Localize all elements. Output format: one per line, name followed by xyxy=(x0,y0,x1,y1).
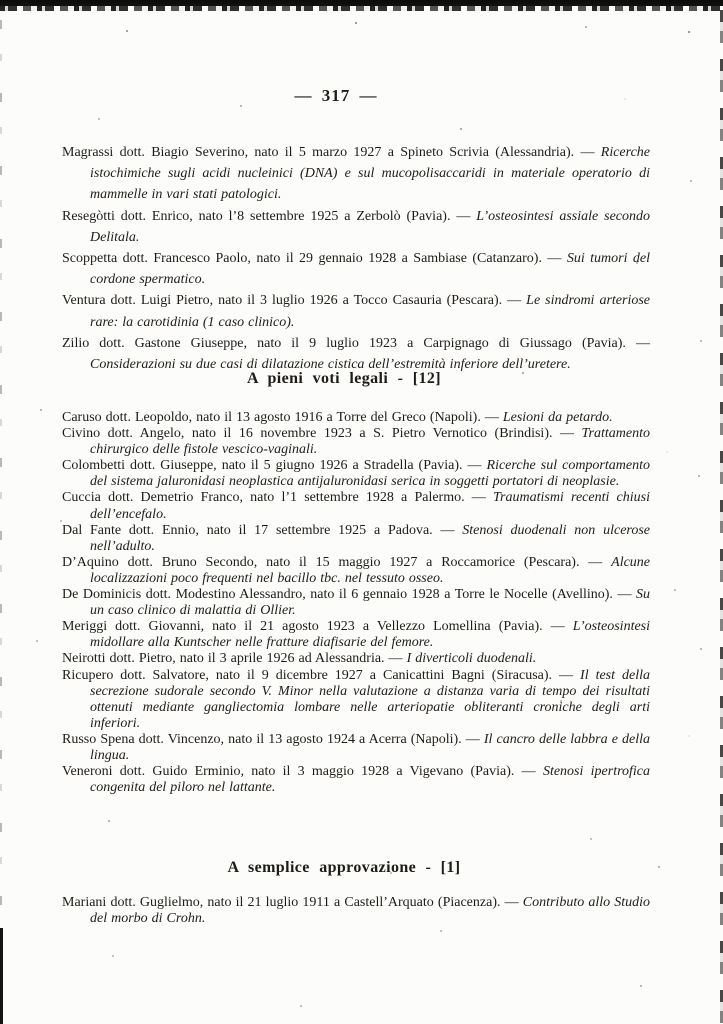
entry-thesis-title: Lesioni da petardo. xyxy=(502,410,613,425)
register-entry xyxy=(62,206,650,248)
entry-thesis-title: Stenosi ipertrofica congenita del piloro nel lattante. xyxy=(90,764,651,796)
register-entry xyxy=(62,764,650,796)
scan-edge-left-bottom xyxy=(0,928,3,1024)
entry-name-text: Meriggi dott. Giovanni, nato il 21 agosto 1923 a Vellezzo Lomellina (Pavia). — xyxy=(62,619,565,635)
entry-thesis-title: Contributo allo Studio del morbo di Crohn. xyxy=(90,895,651,927)
entry-name-text: Neirotti dott. Pietro, nato il 3 aprile 1926 ad Alessandria. — xyxy=(62,651,403,667)
entry-name-text: Ricupero dott. Salvatore, nato il 9 dicembre 1927 a Canicattini Bagni (Siracusa). — xyxy=(62,667,574,683)
entry-name-text: Scoppetta dott. Francesco Paolo, nato il 29 gennaio 1928 a Sambiase (Catanzaro). — xyxy=(62,251,562,267)
entry-thesis-title: Su un caso clinico di malattia di Ollier. xyxy=(90,587,651,619)
entry-thesis-title: Il test della secrezione sudorale secondo V. Minor nella valutazione a distanza varia di tempo dei risultati ottenuti mediante gangliectomia lombare nelle arteriopatie obliteranti croniche degli arti inferiori. xyxy=(90,667,650,731)
register-entry xyxy=(62,142,650,206)
register-entry xyxy=(62,555,650,587)
entry-name-text: Zilio dott. Gastone Giuseppe, nato il 9 luglio 1923 a Carpignago di Giussago (Pavia). — xyxy=(62,335,650,351)
page-number: — 317 — xyxy=(294,86,378,105)
entry-name-text: Veneroni dott. Guido Erminio, nato il 3 maggio 1928 a Vigevano (Pavia). — xyxy=(62,764,536,780)
register-entry xyxy=(62,410,650,426)
entry-thesis-title: Considerazioni su due casi di dilatazione cistica dell’estremità inferiore dell’uretere. xyxy=(90,357,571,373)
entry-name-text: Resegòtti dott. Enrico, nato l’8 settembre 1925 a Zerbolò (Pavia). — xyxy=(62,208,471,224)
entry-name-text: Civino dott. Angelo, nato il 16 novembre 1923 a S. Pietro Vernotico (Brindisi). — xyxy=(62,426,575,442)
register-entry xyxy=(62,523,650,555)
register-entry xyxy=(62,895,650,928)
entry-name-text: Caruso dott. Leopoldo, nato il 13 agosto 1916 a Torre del Greco (Napoli). — xyxy=(62,410,499,425)
entry-group-continuation xyxy=(62,142,650,375)
register-entry xyxy=(62,333,650,375)
entry-name-text: Russo Spena dott. Vincenzo, nato il 13 agosto 1924 a Acerra (Napoli). — xyxy=(62,731,480,747)
entry-group-semplice-approvazione xyxy=(62,895,650,928)
register-entry xyxy=(62,732,650,764)
entry-thesis-title: Le sindromi arteriose rare: la carotidinia (1 caso clinico). xyxy=(90,293,650,330)
register-entry xyxy=(62,426,650,458)
register-entry xyxy=(62,248,650,290)
register-entry xyxy=(62,458,650,490)
entry-thesis-title: Alcune localizzazioni poco frequenti nel bacillo tbc. nel tessuto osseo. xyxy=(90,554,651,586)
register-entry xyxy=(62,290,650,332)
register-entry xyxy=(62,619,650,651)
entry-thesis-title: Traumatismi recenti chiusi dell’encefalo. xyxy=(90,490,651,522)
entry-name-text: De Dominicis dott. Modestino Alessandro, nato il 6 gennaio 1928 a Torre le Nocelle (Avellino). — xyxy=(62,587,632,603)
entry-thesis-title: L’osteosintesi midollare alla Kuntscher nelle fratture diafisarie del femore. xyxy=(90,619,651,651)
entry-name-text: D’Aquino dott. Bruno Secondo, nato il 15 maggio 1927 a Roccamorice (Pescara). — xyxy=(62,554,603,570)
entry-thesis-title: L’osteosintesi assiale secondo Delitala. xyxy=(90,208,651,245)
entry-thesis-title: I diverticoli duodenali. xyxy=(406,651,537,667)
entry-name-text: Ventura dott. Luigi Pietro, nato il 3 luglio 1926 a Tocco Casauria (Pescara). — xyxy=(62,293,522,309)
entry-thesis-title: Il cancro delle labbra e della lingua. xyxy=(90,731,650,763)
section-heading-semplice-approvazione: A semplice approvazione - [1] xyxy=(227,859,461,876)
entry-name-text: Magrassi dott. Biagio Severino, nato il 5 marzo 1927 a Spineto Scrivia (Alessandria). — xyxy=(62,145,595,160)
entry-name-text: Cuccia dott. Demetrio Franco, nato l’1 settembre 1928 a Palermo. — xyxy=(62,490,486,506)
entry-thesis-title: Ricerche sul comportamento del sistema jaluronidasi neoplastica antijaluronidasi serica in soggetti portatori di neoplasie. xyxy=(90,458,650,490)
scan-noise-speckles xyxy=(0,0,2,2)
register-entry xyxy=(62,490,650,522)
entry-thesis-title: Trattamento chirurgico delle fistole vescico-vaginali. xyxy=(90,426,651,458)
entry-thesis-title: Stenosi duodenali non ulcerose nell’adulto. xyxy=(90,522,650,554)
section-heading-pieni-voti-legali: A pieni voti legali - [12] xyxy=(246,370,442,387)
register-entry xyxy=(62,651,650,667)
entry-name-text: Mariani dott. Guglielmo, nato il 21 luglio 1911 a Castell’Arquato (Piacenza). — xyxy=(62,895,519,910)
register-entry xyxy=(62,668,650,732)
entry-name-text: Dal Fante dott. Ennio, nato il 17 settembre 1925 a Padova. — xyxy=(62,522,455,538)
scan-edge-top xyxy=(0,0,723,14)
entry-name-text: Colombetti dott. Giuseppe, nato il 5 giugno 1926 a Stradella (Pavia). — xyxy=(62,458,482,474)
entry-group-pieni-voti-legali xyxy=(62,410,650,796)
scan-edge-left xyxy=(0,20,2,1024)
register-entry xyxy=(62,587,650,619)
entry-thesis-title: Sui tumori del cordone spermatico. xyxy=(90,251,650,288)
entry-thesis-title: Ricerche istochimiche sugli acidi nucleinici (DNA) e sul mucopolisaccaridi in materiale operatorio di mammelle in vari stati patologici. xyxy=(90,145,651,203)
